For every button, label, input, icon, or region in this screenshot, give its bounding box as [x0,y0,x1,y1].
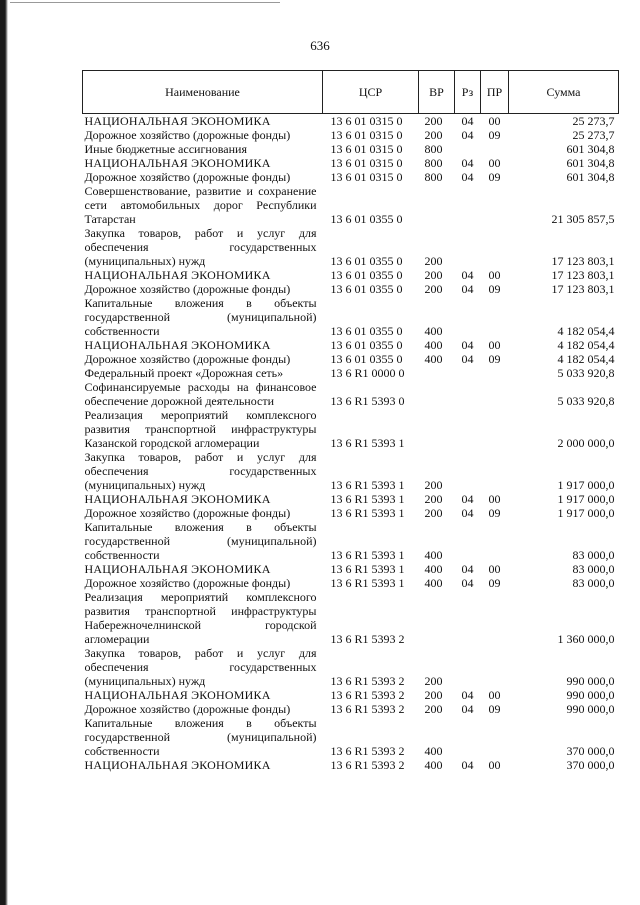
table-header-row [83,71,619,114]
cell-pr: 00 [488,688,501,702]
table-row [83,128,619,142]
cell-rz: 04 [461,156,474,170]
cell-rz: 04 [461,576,474,590]
cell-name: Дорожное хозяйство (дорожные фонды) [84,282,291,296]
cell-sum: 4 182 054,4 [557,338,615,352]
table-row [83,142,619,156]
table-row [83,688,619,702]
cell-sum: 83 000,0 [572,562,615,576]
cell-rz [455,184,481,226]
cell-name: НАЦИОНАЛЬНАЯ ЭКОНОМИКА [84,562,271,576]
cell-name: Реализация мероприятий комплексного развития транспортной инфраструктуры Казанской городской агломерации [84,408,317,450]
cell-vr: 800 [424,142,443,156]
table-body [83,114,619,773]
cell-sum: 5 033 920,8 [557,394,615,408]
cell-pr: 09 [488,128,501,142]
cell-rz: 04 [461,338,474,352]
cell-rz: 04 [461,702,474,716]
cell-rz: 04 [461,506,474,520]
cell-sum: 990 000,0 [566,688,615,702]
cell-vr: 400 [424,744,443,758]
cell-name: Дорожное хозяйство (дорожные фонды) [84,170,291,184]
cell-name: НАЦИОНАЛЬНАЯ ЭКОНОМИКА [84,338,271,352]
cell-name: Дорожное хозяйство (дорожные фонды) [84,506,291,520]
cell-rz: 04 [461,268,474,282]
cell-csr: 13 6 01 0355 0 [330,212,403,226]
cell-csr: 13 6 R1 5393 1 [330,492,405,506]
cell-pr: 09 [488,282,501,296]
cell-sum: 1 917 000,0 [557,492,615,506]
cell-rz [455,366,481,380]
table-row [83,156,619,170]
table-row [83,366,619,380]
cell-csr: 13 6 01 0355 0 [330,254,403,268]
cell-pr: 00 [488,338,501,352]
cell-vr: 800 [424,156,443,170]
cell-name: Дорожное хозяйство (дорожные фонды) [84,576,291,590]
cell-name: Дорожное хозяйство (дорожные фонды) [84,352,291,366]
table-row [83,520,619,562]
cell-vr: 400 [424,324,443,338]
cell-vr [419,408,455,450]
cell-pr: 00 [488,268,501,282]
cell-pr [481,520,509,562]
cell-rz: 04 [461,128,474,142]
cell-pr: 00 [488,114,501,128]
cell-csr: 13 6 01 0315 0 [330,128,403,142]
cell-rz: 04 [461,114,474,128]
cell-sum: 1 360 000,0 [557,632,615,646]
table-row [83,562,619,576]
cell-rz [455,716,481,758]
cell-pr: 00 [488,156,501,170]
cell-vr [419,590,455,646]
cell-rz [455,450,481,492]
budget-table-wrapper [82,70,618,772]
cell-rz [455,520,481,562]
cell-sum: 21 305 857,5 [551,212,615,226]
cell-vr: 200 [424,478,443,492]
table-row [83,268,619,282]
cell-vr: 200 [424,702,443,716]
cell-sum: 370 000,0 [566,744,615,758]
cell-sum: 601 304,8 [566,156,615,170]
cell-csr: 13 6 01 0355 0 [330,352,403,366]
cell-name: НАЦИОНАЛЬНАЯ ЭКОНОМИКА [84,114,271,128]
cell-pr [481,408,509,450]
cell-sum: 17 123 803,1 [551,282,615,296]
cell-vr: 400 [424,562,443,576]
column-header-csr: ЦСР [323,71,419,114]
cell-rz [455,590,481,646]
cell-sum: 601 304,8 [566,142,615,156]
cell-rz [455,380,481,408]
cell-vr: 200 [424,254,443,268]
cell-pr: 00 [488,492,501,506]
table-row [83,226,619,268]
cell-name: НАЦИОНАЛЬНАЯ ЭКОНОМИКА [84,758,271,772]
cell-sum: 1 917 000,0 [557,506,615,520]
table-row [83,352,619,366]
cell-csr: 13 6 01 0315 0 [330,142,403,156]
cell-rz [455,296,481,338]
table-row [83,702,619,716]
cell-sum: 990 000,0 [566,702,615,716]
cell-name: Капитальные вложения в объекты государственной (муниципальной) собственности [84,296,317,338]
table-row [83,282,619,296]
table-row [83,114,619,129]
cell-name: Иные бюджетные ассигнования [84,142,247,156]
scan-left-edge [0,0,8,905]
cell-csr: 13 6 01 0355 0 [330,338,403,352]
cell-pr [481,296,509,338]
cell-csr: 13 6 R1 5393 1 [330,576,405,590]
cell-csr: 13 6 01 0315 0 [330,156,403,170]
cell-vr: 400 [424,338,443,352]
cell-vr [419,366,455,380]
cell-rz: 04 [461,688,474,702]
cell-csr: 13 6 R1 5393 2 [330,702,405,716]
cell-vr: 200 [424,506,443,520]
cell-csr: 13 6 R1 5393 2 [330,674,405,688]
table-row [83,450,619,492]
cell-vr [419,380,455,408]
column-header-sum: Сумма [509,71,619,114]
cell-sum: 83 000,0 [572,548,615,562]
cell-sum: 25 273,7 [572,128,615,142]
column-header-name: Наименование [83,71,323,114]
cell-name: Закупка товаров, работ и услуг для обеспечения государственных (муниципальных) нужд [84,450,317,492]
cell-csr: 13 6 R1 5393 1 [330,436,405,450]
cell-rz [455,142,481,156]
cell-sum: 601 304,8 [566,170,615,184]
cell-sum: 370 000,0 [566,758,615,772]
cell-vr: 200 [424,128,443,142]
table-row [83,170,619,184]
cell-csr: 13 6 01 0355 0 [330,282,403,296]
cell-sum: 17 123 803,1 [551,268,615,282]
table-row [83,492,619,506]
cell-csr: 13 6 R1 5393 2 [330,688,405,702]
cell-csr: 13 6 R1 5393 2 [330,632,405,646]
cell-name: НАЦИОНАЛЬНАЯ ЭКОНОМИКА [84,492,271,506]
scan-top-line [10,2,280,3]
cell-vr: 200 [424,688,443,702]
cell-pr: 09 [488,576,501,590]
table-row [83,338,619,352]
table-row [83,716,619,758]
cell-sum: 1 917 000,0 [557,478,615,492]
cell-vr: 400 [424,548,443,562]
table-row [83,380,619,408]
column-header-pr: ПР [481,71,509,114]
cell-name: НАЦИОНАЛЬНАЯ ЭКОНОМИКА [84,688,271,702]
cell-pr [481,184,509,226]
cell-sum: 83 000,0 [572,576,615,590]
cell-name: Закупка товаров, работ и услуг для обеспечения государственных (муниципальных) нужд [84,646,317,688]
cell-pr [481,380,509,408]
cell-vr: 200 [424,492,443,506]
cell-sum: 990 000,0 [566,674,615,688]
cell-pr [481,366,509,380]
table-row [83,758,619,772]
column-header-vr: ВР [419,71,455,114]
cell-name: Софинансируемые расходы на финансовое обеспечение дорожной деятельности [84,380,317,408]
cell-pr: 00 [488,562,501,576]
cell-pr [481,226,509,268]
cell-csr: 13 6 R1 5393 2 [330,744,405,758]
cell-pr [481,646,509,688]
cell-csr: 13 6 01 0315 0 [330,114,403,128]
cell-csr: 13 6 R1 0000 0 [330,366,405,380]
cell-vr: 400 [424,576,443,590]
cell-name: Закупка товаров, работ и услуг для обеспечения государственных (муниципальных) нужд [84,226,317,268]
cell-pr [481,590,509,646]
cell-rz: 04 [461,282,474,296]
cell-pr: 00 [488,758,501,772]
cell-sum: 4 182 054,4 [557,324,615,338]
cell-csr: 13 6 R1 5393 2 [330,758,405,772]
column-header-rz: Рз [455,71,481,114]
cell-name: Капитальные вложения в объекты государственной (муниципальной) собственности [84,716,317,758]
cell-name: Капитальные вложения в объекты государственной (муниципальной) собственности [84,520,317,562]
table-row [83,506,619,520]
cell-rz [455,408,481,450]
cell-rz: 04 [461,352,474,366]
cell-pr [481,142,509,156]
cell-csr: 13 6 R1 5393 1 [330,562,405,576]
cell-name: НАЦИОНАЛЬНАЯ ЭКОНОМИКА [84,156,271,170]
cell-name: Реализация мероприятий комплексного развития транспортной инфраструктуры Набережночелнинской городской агломерации [84,590,317,646]
cell-sum: 5 033 920,8 [557,366,615,380]
cell-csr: 13 6 R1 5393 1 [330,478,405,492]
cell-pr: 09 [488,506,501,520]
cell-rz: 04 [461,562,474,576]
cell-name: Федеральный проект «Дорожная сеть» [84,366,284,380]
cell-sum: 2 000 000,0 [557,436,615,450]
cell-csr: 13 6 01 0315 0 [330,170,403,184]
cell-csr: 13 6 01 0355 0 [330,268,403,282]
cell-pr: 09 [488,352,501,366]
budget-table [82,70,619,772]
cell-sum: 17 123 803,1 [551,254,615,268]
page-number: 636 [310,38,330,53]
table-row [83,576,619,590]
cell-name: Совершенствование, развитие и сохранение сети автомобильных дорог Республики Татарстан [84,184,317,226]
cell-vr: 400 [424,758,443,772]
cell-vr: 200 [424,674,443,688]
cell-name: Дорожное хозяйство (дорожные фонды) [84,128,291,142]
cell-rz [455,646,481,688]
cell-pr: 09 [488,170,501,184]
cell-vr [419,184,455,226]
cell-csr: 13 6 R1 5393 1 [330,506,405,520]
cell-sum: 4 182 054,4 [557,352,615,366]
cell-sum: 25 273,7 [572,114,615,128]
cell-csr: 13 6 R1 5393 0 [330,394,405,408]
cell-rz [455,226,481,268]
table-header [83,71,619,114]
cell-csr: 13 6 R1 5393 1 [330,548,405,562]
cell-vr: 200 [424,268,443,282]
cell-name: НАЦИОНАЛЬНАЯ ЭКОНОМИКА [84,268,271,282]
table-row [83,184,619,226]
cell-rz: 04 [461,492,474,506]
cell-vr: 800 [424,170,443,184]
cell-rz: 04 [461,170,474,184]
table-row [83,646,619,688]
cell-vr: 200 [424,114,443,128]
cell-vr: 400 [424,352,443,366]
table-row [83,408,619,450]
cell-pr: 09 [488,702,501,716]
cell-pr [481,450,509,492]
table-row [83,296,619,338]
cell-csr: 13 6 01 0355 0 [330,324,403,338]
table-row [83,590,619,646]
cell-pr [481,716,509,758]
cell-rz: 04 [461,758,474,772]
cell-name: Дорожное хозяйство (дорожные фонды) [84,702,291,716]
cell-vr: 200 [424,282,443,296]
